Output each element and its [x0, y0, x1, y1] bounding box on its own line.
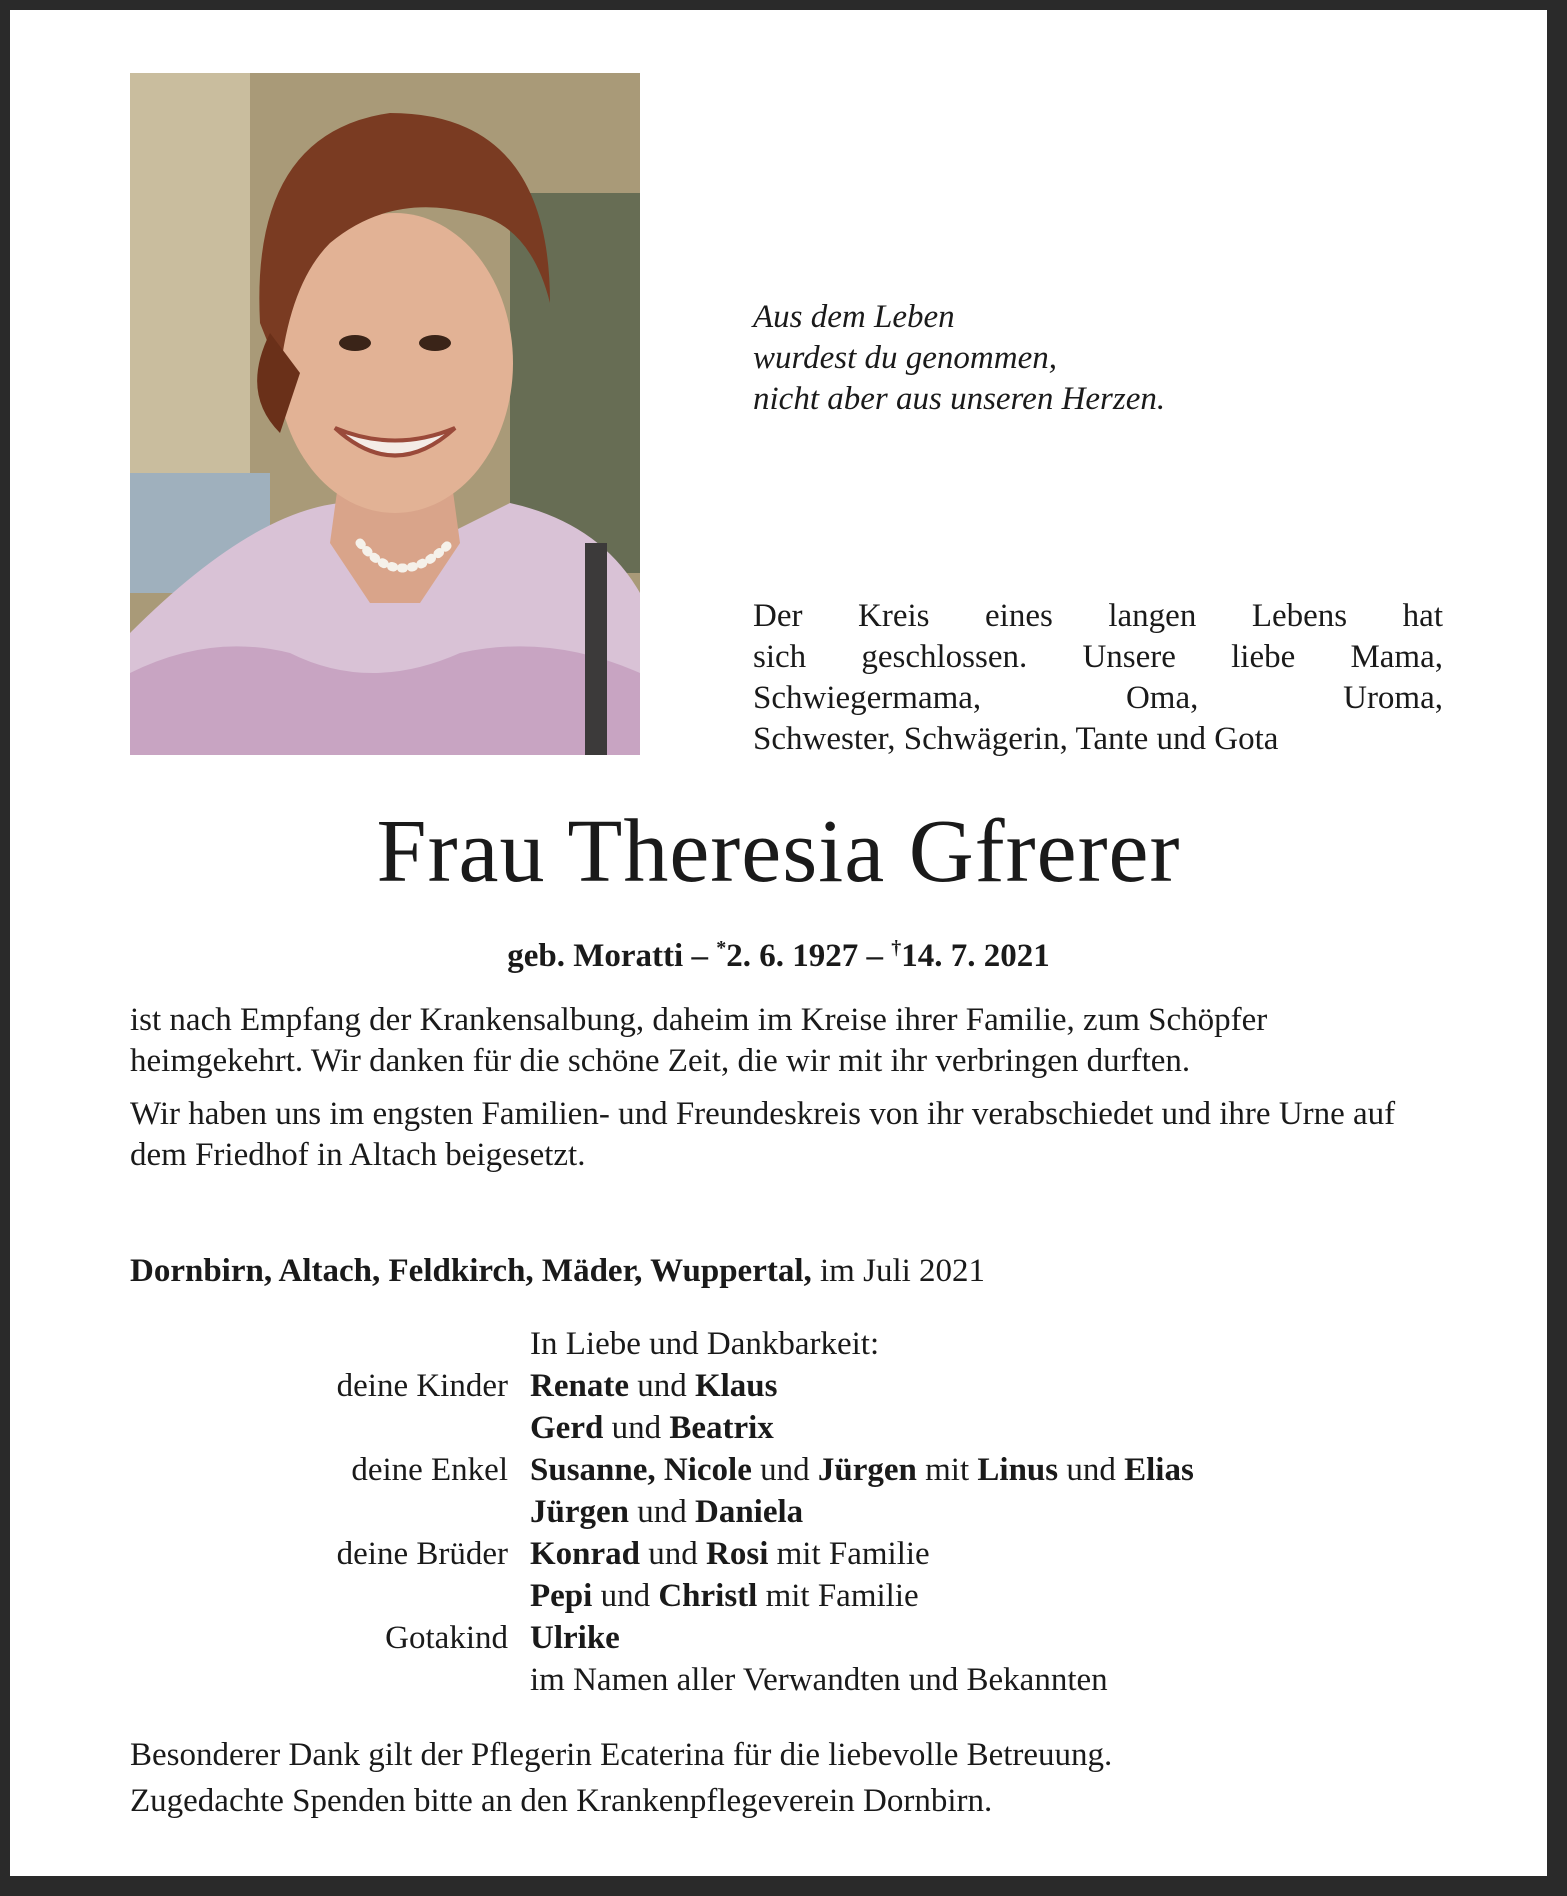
place-date: im Juli 2021 — [820, 1253, 986, 1289]
death-date: 14. 7. 2021 — [901, 938, 1050, 974]
family-closing: im Namen aller Verwandten und Bekannten — [530, 1662, 1108, 1698]
place-names: Dornbirn, Altach, Feldkirch, Mäder, Wuppertal, — [130, 1253, 812, 1289]
thanks-line: Besonderer Dank gilt der Pflegerin Ecaterina für die liebevolle Betreuung. — [130, 1737, 1113, 1773]
family-row: deine Kinder Renate und Klaus — [130, 1365, 1443, 1407]
gotakind-label: Gotakind — [385, 1620, 508, 1656]
enkel-label: deine Enkel — [351, 1452, 508, 1488]
donation-line: Zugedachte Spenden bitte an den Krankenpflegeverein Dornbirn. — [130, 1783, 993, 1819]
kinder-label: deine Kinder — [336, 1368, 508, 1404]
family-row — [130, 1659, 1443, 1701]
family-list — [130, 1323, 1443, 1701]
family-row: deine Enkel Susanne, Nicole und Jürgen mit Linus und Elias — [130, 1449, 1443, 1491]
family-row: deine Brüder Konrad und Rosi mit Familie — [130, 1533, 1443, 1575]
intro-line: Schwiegermama, Oma, Uroma, — [753, 680, 1443, 716]
intro-line: Schwester, Schwägerin, Tante und Gota — [753, 721, 1279, 757]
family-row: Pepi und Christl mit Familie — [530, 1578, 919, 1614]
memorial-quote — [753, 297, 1165, 420]
intro-text — [753, 596, 1443, 760]
quote-line: Aus dem Leben — [753, 299, 955, 335]
maiden-name: geb. Moratti — [507, 938, 684, 974]
family-row: Jürgen und Daniela — [530, 1494, 804, 1530]
places-line — [130, 1251, 1443, 1292]
portrait-photo — [130, 73, 640, 755]
brueder-label: deine Brüder — [336, 1536, 508, 1572]
deceased-name: Frau Theresia Gfrerer — [376, 802, 1181, 901]
birth-date: 2. 6. 1927 — [726, 938, 859, 974]
quote-line: nicht aber aus unseren Herzen. — [753, 381, 1166, 417]
obituary-card — [10, 10, 1547, 1876]
family-row: Gerd und Beatrix — [530, 1410, 774, 1446]
obituary-body — [130, 1000, 1443, 1188]
separator: – — [691, 938, 708, 974]
family-row — [130, 1323, 1443, 1365]
intro-line: Der Kreis eines langen Lebens hat — [753, 598, 1443, 634]
portrait-illustration — [130, 73, 640, 755]
family-heading: In Liebe und Dankbarkeit: — [530, 1326, 880, 1362]
birth-symbol: * — [716, 937, 727, 959]
intro-line: sich geschlossen. Unsere liebe Mama, — [753, 639, 1443, 675]
separator: – — [866, 938, 883, 974]
body-paragraph: ist nach Empfang der Krankensalbung, daheim im Kreise ihrer Familie, zum Schöpfer heimgekehrt. Wir danken für die schöne Zeit, die wir mit ihr verbringen durften. — [130, 1002, 1268, 1079]
body-paragraph: Wir haben uns im engsten Familien- und Freundeskreis von ihr verabschiedet und ihre Urne auf dem Friedhof in Altach beigesetzt. — [130, 1096, 1396, 1173]
footer-notes — [130, 1732, 1443, 1824]
death-symbol: † — [891, 937, 902, 959]
family-row: Gotakind Ulrike — [130, 1617, 1443, 1659]
quote-line: wurdest du genommen, — [753, 340, 1057, 376]
life-dates — [10, 928, 1547, 976]
